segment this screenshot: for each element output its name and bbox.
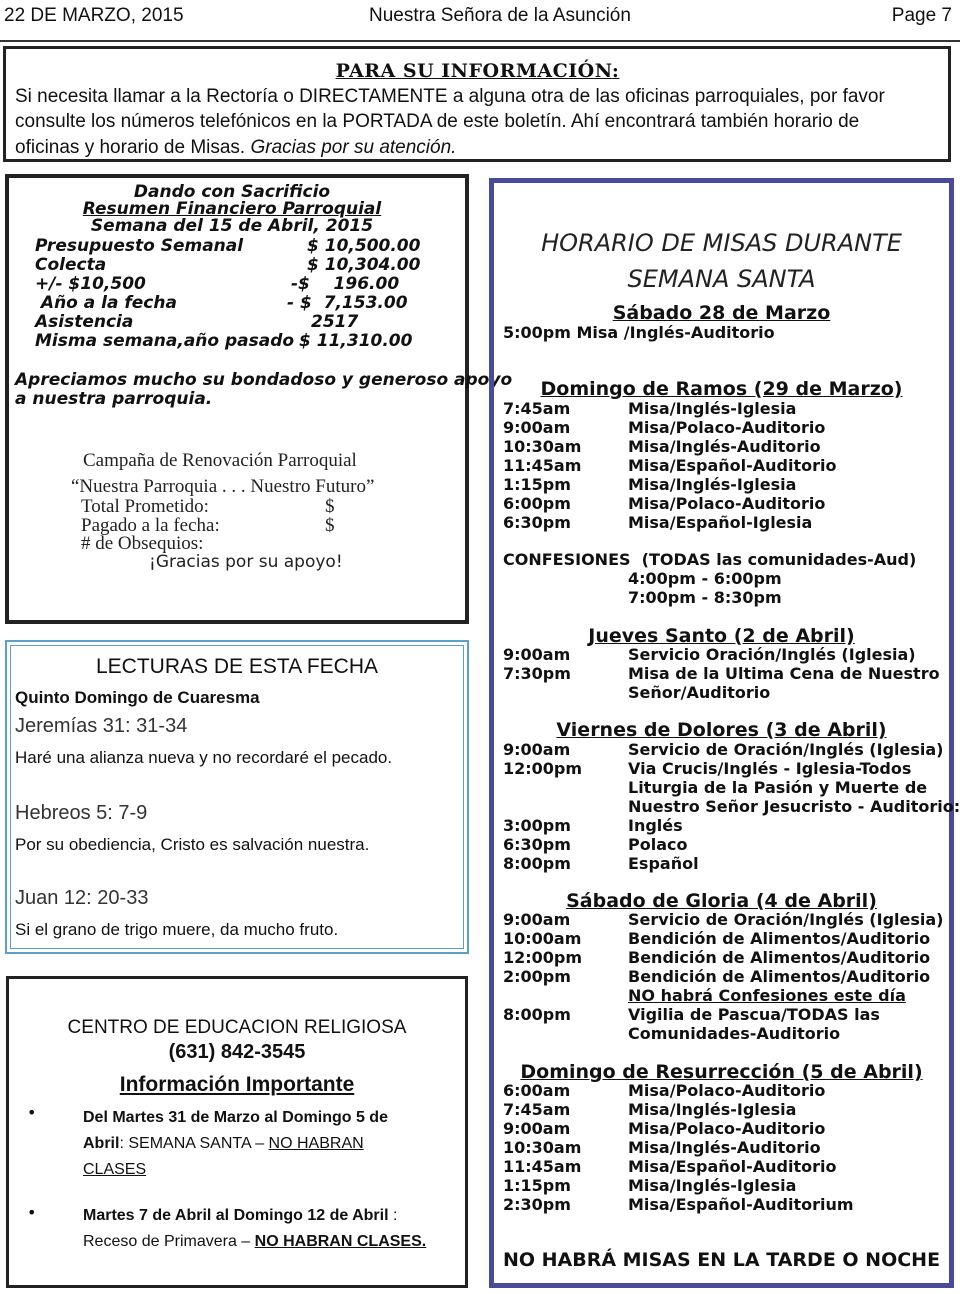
finance-thanks-1: Apreciamos mucho su bondadoso y generoso apoyo — [15, 370, 513, 390]
info-line-3-text: oficinas y horario de Misas. — [15, 136, 246, 158]
reading-3-ref: Juan 12: 20-33 — [15, 887, 149, 909]
easter-row-description: Misa/Polaco-Auditorio — [628, 1119, 826, 1138]
palm-row-description: Misa/Polaco-Auditorio — [628, 418, 826, 437]
bullet-1-line-3: CLASES — [83, 1161, 147, 1178]
schedule-title-1: HORARIO DE MISAS DURANTE — [541, 229, 902, 257]
confessions-time-2: 7:00pm - 8:30pm — [628, 588, 782, 607]
gloria-row-description: Vigilia de Pascua/TODAS las — [628, 1005, 880, 1024]
info-line-3 — [15, 135, 940, 161]
religious-education-box — [6, 976, 468, 1288]
confessions-label: CONFESIONES — [503, 550, 631, 569]
easter-row-description: Misa/Inglés-Iglesia — [628, 1100, 797, 1119]
bullet-2-dot: • — [27, 1203, 37, 1222]
friday-row-time: 9:00am — [503, 740, 571, 759]
gloria-row-time: 10:00am — [503, 929, 582, 948]
easter-row-time: 1:15pm — [503, 1176, 571, 1195]
gloria-row-time: 8:00pm — [503, 1005, 571, 1024]
finance-row-ytd-value: - $ 7,153.00 — [287, 293, 408, 313]
readings-title: LECTURAS DE ESTA FECHA — [95, 655, 378, 678]
finance-title-1: Dando con Sacrificio — [133, 182, 331, 202]
bullet-2 — [83, 1203, 463, 1255]
sat-heading: Sábado 28 de Marzo — [612, 302, 831, 324]
easter-heading: Domingo de Resurrección (5 de Abril) — [520, 1061, 923, 1083]
finance-row-diff-value: -$ 196.00 — [291, 274, 400, 294]
reading-3-text: Si el grano de trigo muere, da mucho fruto. — [15, 920, 339, 939]
pledged-label: Total Prometido: — [81, 496, 209, 517]
finance-title — [9, 184, 465, 235]
paid-value: $ — [325, 515, 335, 536]
info-thanks: Gracias por su atención. — [250, 136, 457, 158]
friday-row-description: Nuestro Señor Jesucristo - Auditorio: — [628, 797, 960, 816]
friday-row-description: Español — [628, 854, 699, 873]
info-title: PARA SU INFORMACIÓN: — [335, 60, 620, 82]
bullet-1-abril: Abril — [83, 1135, 120, 1152]
finance-row-lastyear-label: Misma semana,año pasado — [35, 331, 295, 351]
ccd-phone: (631) 842-3545 — [168, 1041, 306, 1063]
bullet-1-semana: : SEMANA SANTA – — [119, 1135, 269, 1152]
finance-title-3: Semana del 15 de Abril, 2015 — [90, 216, 374, 236]
confessions-note: (TODAS las comunidades-Aud) — [641, 550, 917, 569]
friday-row-description: Liturgia de la Pasión y Muerte de — [628, 778, 928, 797]
easter-row-description: Misa/Polaco-Auditorio — [628, 1081, 826, 1100]
saturday-gloria-heading: Sábado de Gloria (4 de Abril) — [566, 890, 877, 912]
info-line-2: consulte los números telefónicos en la PORTADA de este boletín. Ahí encontrará también horario de — [15, 111, 860, 132]
info-line-1: Si necesita llamar a la Rectoría o DIRECTAMENTE a alguna otra de las oficinas parroquiales, por favor — [15, 85, 885, 107]
friday-row-time: 8:00pm — [503, 854, 571, 873]
friday-row-description: Polaco — [628, 835, 688, 854]
palm-row-time: 6:30pm — [503, 513, 571, 532]
gloria-row-description: Bendición de Alimentos/Auditorio — [628, 948, 931, 967]
palm-row-description: Misa/Inglés-Iglesia — [628, 475, 797, 494]
schedule-footer: NO HABRÁ MISAS EN LA TARDE O NOCHE — [502, 1249, 941, 1271]
bullet-1-line-2 — [83, 1131, 463, 1157]
thursday-row-description: Señor/Auditorio — [628, 683, 771, 702]
confessions-heading — [503, 550, 916, 569]
holy-week-schedule-box — [489, 178, 960, 1288]
easter-row-time: 7:45am — [503, 1100, 571, 1119]
palm-row-description: Misa/Inglés-Auditorio — [628, 437, 821, 456]
gloria-row-time: 12:00pm — [503, 948, 583, 967]
thursday-row-description: Misa de la Ultima Cena de Nuestro — [628, 664, 940, 683]
palm-heading: Domingo de Ramos (29 de Marzo) — [540, 378, 903, 400]
info-box — [3, 46, 951, 162]
financial-summary-box — [5, 174, 513, 624]
friday-row-time: 6:30pm — [503, 835, 571, 854]
bullet-2-recess: Receso de Primavera – — [83, 1233, 255, 1250]
support-thanks: ¡Gracias por su apoyo! — [149, 552, 343, 572]
friday-row-description: Inglés — [628, 816, 683, 835]
palm-row-description: Misa/Polaco-Auditorio — [628, 494, 826, 513]
easter-row-time: 11:45am — [503, 1157, 582, 1176]
gloria-row-time: 9:00am — [503, 910, 571, 929]
bullet-2-dates: Martes 7 de Abril al Domingo 12 de Abril — [83, 1207, 389, 1224]
gloria-row-description: Comunidades-Auditorio — [628, 1024, 841, 1043]
finance-row-ytd-label: Año a la fecha — [35, 293, 177, 313]
header-parish: Nuestra Señora de la Asunción — [369, 5, 631, 26]
pledged-value: $ — [325, 496, 335, 517]
reading-1-ref: Jeremías 31: 31-34 — [15, 715, 188, 737]
bullet-2-no-classes: NO HABRAN CLASES. — [254, 1233, 427, 1250]
finance-row-attendance-value: 2517 — [311, 312, 359, 332]
header-page-number: Page 7 — [891, 5, 952, 26]
campaign-name: “Nuestra Parroquia . . . Nuestro Futuro” — [71, 476, 375, 497]
palm-row-time: 9:00am — [503, 418, 571, 437]
palm-row-time: 10:30am — [503, 437, 582, 456]
gloria-row-description: Bendición de Alimentos/Auditorio — [628, 967, 931, 986]
finance-row-budget-value: $ 10,500.00 — [307, 236, 421, 256]
easter-row-description: Misa/Español-Auditorium — [628, 1195, 854, 1214]
gloria-row-description: Bendición de Alimentos/Auditorio — [628, 929, 931, 948]
easter-row-time: 9:00am — [503, 1119, 571, 1138]
finance-row-attendance-label: Asistencia — [35, 312, 134, 332]
gloria-row-description: Servicio de Oración/Inglés (Iglesia) — [628, 910, 944, 929]
easter-row-time: 6:00am — [503, 1081, 571, 1100]
finance-row-budget-label: Presupuesto Semanal — [35, 236, 244, 256]
confessions-time-1: 4:00pm - 6:00pm — [628, 569, 782, 588]
friday-heading: Viernes de Dolores (3 de Abril) — [556, 719, 887, 741]
easter-row-description: Misa/Español-Auditorio — [628, 1157, 837, 1176]
bullet-2-line-2 — [83, 1229, 463, 1255]
palm-row-time: 11:45am — [503, 456, 582, 475]
readings-sunday: Quinto Domingo de Cuaresma — [15, 688, 260, 707]
bullet-1-dot: • — [27, 1103, 37, 1122]
reading-2-text: Por su obediencia, Cristo es salvación nuestra. — [15, 835, 370, 854]
palm-row-description: Misa/Español-Auditorio — [628, 456, 837, 475]
finance-row-collection-value: $ 10,304.00 — [307, 255, 421, 275]
friday-row-time: 3:00pm — [503, 816, 571, 835]
friday-row-description: Via Crucis/Inglés - Iglesia-Todos — [628, 759, 912, 778]
palm-row-time: 7:45am — [503, 399, 571, 418]
palm-row-description: Misa/Español-Iglesia — [628, 513, 813, 532]
friday-row-time: 12:00pm — [503, 759, 583, 778]
bullet-2-colon: : — [388, 1207, 398, 1224]
finance-thanks-2: a nuestra parroquia. — [15, 389, 213, 409]
finance-row-lastyear-value: $ 11,310.00 — [299, 331, 413, 351]
bullet-1-line-1: Del Martes 31 de Marzo al Domingo 5 de — [83, 1109, 388, 1126]
ccd-title: CENTRO DE EDUCACION RELIGIOSA — [67, 1017, 407, 1038]
gifts-label: # de Obsequios: — [81, 533, 204, 554]
friday-row-description: Servicio de Oración/Inglés (Iglesia) — [628, 740, 944, 759]
gloria-row-time: 2:00pm — [503, 967, 571, 986]
bullet-2-line-1 — [83, 1203, 463, 1229]
header-date: 22 DE MARZO, 2015 — [4, 5, 184, 26]
palm-row-description: Misa/Inglés-Iglesia — [628, 399, 797, 418]
bullet-1 — [83, 1105, 463, 1183]
thursday-row-time: 7:30pm — [503, 664, 571, 683]
campaign-title: Campaña de Renovación Parroquial — [83, 450, 357, 471]
schedule-title-2: SEMANA SANTA — [627, 265, 816, 293]
page-header — [0, 0, 960, 42]
thursday-heading: Jueves Santo (2 de Abril) — [588, 625, 855, 647]
easter-row-time: 10:30am — [503, 1138, 582, 1157]
readings-box — [5, 640, 469, 954]
ccd-subtitle: Información Importante — [119, 1073, 355, 1096]
thursday-row-time: 9:00am — [503, 645, 571, 664]
schedule-title — [494, 225, 949, 297]
palm-row-time: 6:00pm — [503, 494, 571, 513]
palm-row-time: 1:15pm — [503, 475, 571, 494]
sat-line: 5:00pm Misa /Inglés-Auditorio — [503, 323, 775, 342]
thursday-row-description: Servicio Oración/Inglés (Iglesia) — [628, 645, 916, 664]
paid-label: Pagado a la fecha: — [81, 515, 220, 536]
finance-title-2: Resumen Financiero Parroquial — [82, 199, 382, 219]
gloria-row-description: NO habrá Confesiones este día — [628, 986, 906, 1005]
reading-1-text: Haré una alianza nueva y no recordaré el pecado. — [15, 748, 393, 767]
easter-row-description: Misa/Inglés-Auditorio — [628, 1138, 821, 1157]
finance-row-diff-label: +/- $10,500 — [35, 274, 146, 294]
easter-row-description: Misa/Inglés-Iglesia — [628, 1176, 797, 1195]
finance-row-collection-label: Colecta — [35, 255, 107, 275]
easter-row-time: 2:30pm — [503, 1195, 571, 1214]
reading-2-ref: Hebreos 5: 7-9 — [15, 802, 148, 824]
bullet-1-no-classes: NO HABRAN — [268, 1135, 364, 1152]
